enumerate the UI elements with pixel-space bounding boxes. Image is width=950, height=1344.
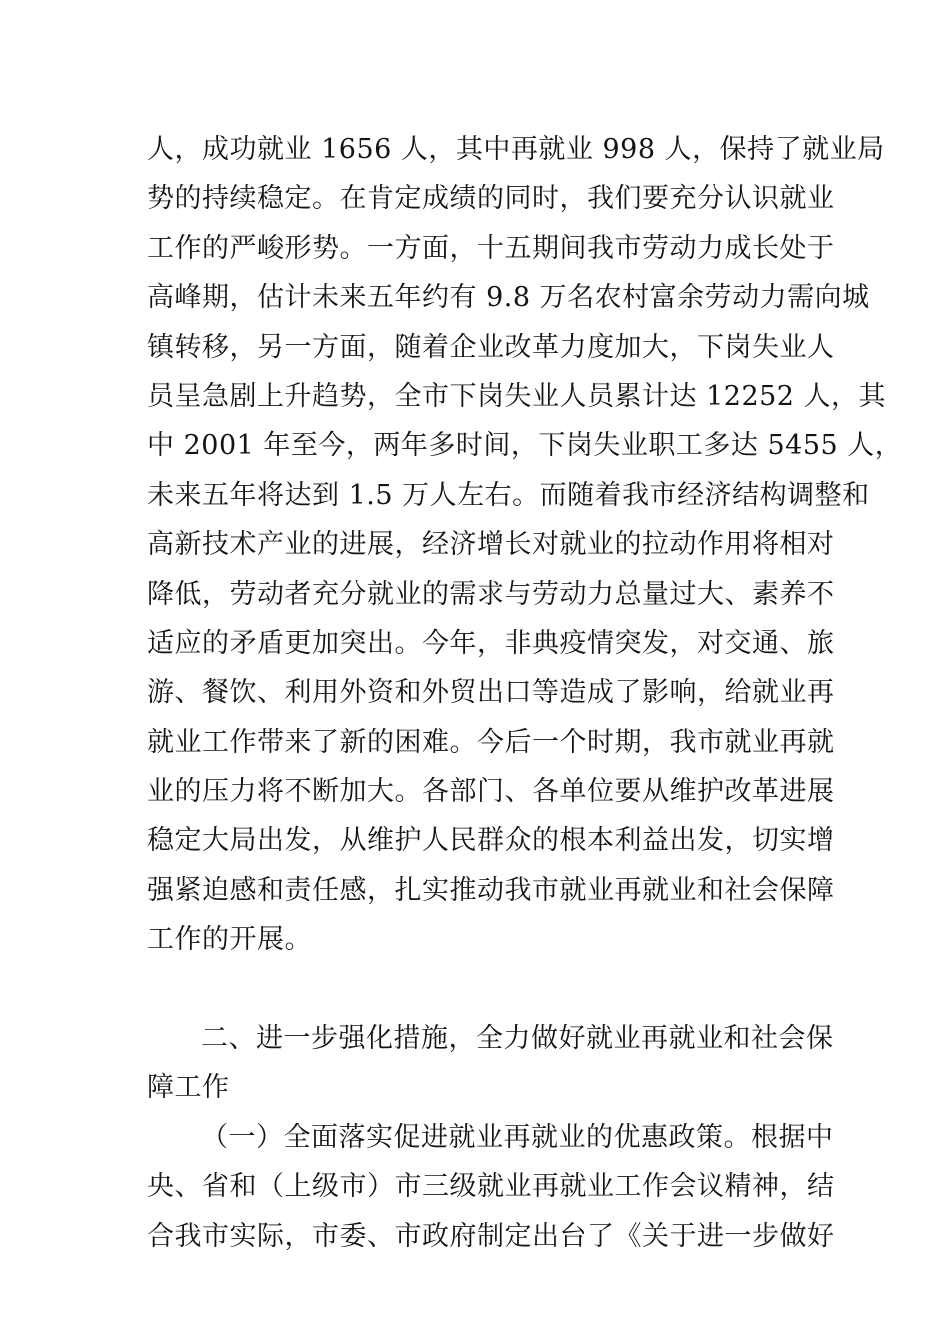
text-line: 强紧迫感和责任感，扎实推动我市就业再就业和社会保障: [147, 874, 835, 906]
text-line: 镇转移，另一方面，随着企业改革力度加大，下岗失业人: [147, 331, 835, 363]
text-line: 人，成功就业 1656 人，其中再就业 998 人，保持了就业局: [147, 134, 885, 165]
section-heading-line: 障工作: [147, 1072, 230, 1104]
text-line: 高新技术产业的进展，经济增长对就业的拉动作用将相对: [147, 529, 835, 561]
document-body: [147, 125, 903, 1261]
text-line: 业的压力将不断加大。各部门、各单位要从维护改革进展: [147, 776, 835, 808]
subsection-line: （一）全面落实促进就业再就业的优惠政策。根据中: [201, 1121, 834, 1153]
section-heading-line: 二、进一步强化措施，全力做好就业再就业和社会保: [201, 1023, 834, 1055]
text-line: 就业工作带来了新的困难。今后一个时期，我市就业再就: [147, 726, 835, 758]
text-line: 稳定大局出发，从维护人民群众的根本利益出发，切实增: [147, 825, 835, 857]
text-line: 工作的严峻形势。一方面，十五期间我市劳动力成长处于: [147, 232, 835, 264]
blank-line: [147, 965, 807, 1014]
text-line: 央、省和（上级市）市三级就业再就业工作会议精神，结: [147, 1171, 835, 1203]
text-line: 员呈急剧上升趋势，全市下岗失业人员累计达 12252 人，其: [147, 380, 887, 412]
text-line: 适应的矛盾更加突出。今年，非典疫情突发，对交通、旅: [147, 627, 835, 659]
text-line: 工作的开展。: [147, 924, 312, 956]
text-line: 降低，劳动者充分就业的需求与劳动力总量过大、素养不: [147, 578, 835, 610]
text-line: 势的持续稳定。在肯定成绩的同时，我们要充分认识就业: [147, 183, 835, 215]
text-line: 未来五年将达到 1.5 万人左右。而随着我市经济结构调整和: [147, 479, 870, 511]
text-line: 中 2001 年至今，两年多时间，下岗失业职工多达 5455 人，: [147, 430, 903, 462]
text-line: 合我市实际，市委、市政府制定出台了《关于进一步做好: [147, 1220, 835, 1252]
text-line: 高峰期，估计未来五年约有 9.8 万名农村富余劳动力需向城: [147, 282, 870, 314]
text-line: 游、餐饮、利用外资和外贸出口等造成了影响，给就业再: [147, 677, 835, 709]
